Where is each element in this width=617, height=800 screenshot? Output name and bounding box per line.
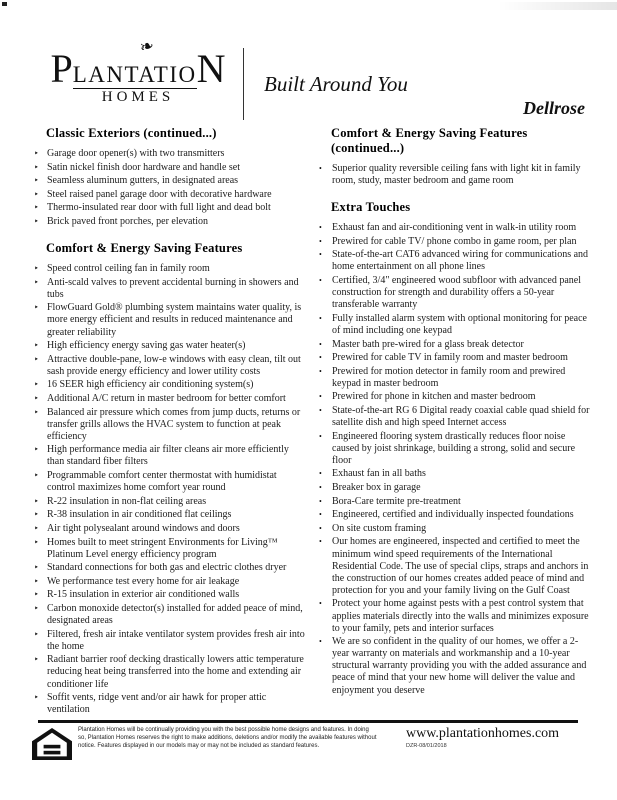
bullet-icon: ‣ <box>34 590 39 600</box>
bullet-icon: ‣ <box>34 380 39 390</box>
bullet-icon: • <box>319 223 322 233</box>
list-item: ‣ Additional A/C return in master bedroom for better comfort <box>30 393 306 405</box>
scan-corner-mark <box>2 2 7 6</box>
list-item: • State-of-the-art RG 6 Digital ready coaxial cable quad shield for satellite dish and high speed Internet access <box>315 405 591 429</box>
list-item: ‣ Speed control ceiling fan in family room <box>30 263 306 275</box>
list-item: ‣ High performance media air filter cleans air more efficiently than standard fiber filters <box>30 444 306 468</box>
bullet-icon: ‣ <box>34 510 39 520</box>
list-item: ‣ R-22 insulation in non-flat ceiling areas <box>30 496 306 508</box>
bullet-icon: ‣ <box>34 537 39 547</box>
list-item: ‣ Attractive double-pane, low-e windows with easy clean, tilt out sash provide energy efficiency and lower utility costs <box>30 354 306 378</box>
bullet-icon: ‣ <box>34 264 39 274</box>
list-item: • Protect your home against pests with a pest control system that applies materials directly into the walls and minimizes exposure to your family, pets and interior surfaces <box>315 598 591 634</box>
list-item: ‣ Brick paved front porches, per elevation <box>30 216 306 228</box>
bullet-icon: ‣ <box>34 176 39 186</box>
bullet-icon: ‣ <box>34 149 39 158</box>
bullet-icon: • <box>319 510 322 520</box>
feature-list <box>315 222 591 696</box>
list-item: • Exhaust fan in all baths <box>315 468 591 480</box>
list-item: ‣ Satin nickel finish door hardware and handle set <box>30 162 306 174</box>
list-item: • We are so confident in the quality of our homes, we offer a 2-year warranty on materials and workmanship and a 10-year structural warranty providing you with the added assurance and peace of mind that your new home will deliver the value and enjoyment you deserve <box>315 636 591 696</box>
bullet-icon: • <box>319 483 322 493</box>
section-title: Comfort & Energy Saving Features <box>46 241 243 256</box>
footer-rule <box>38 720 578 723</box>
bullet-icon: • <box>319 276 322 286</box>
section-extra-touches <box>315 200 591 696</box>
list-item: ‣ Anti-scald valves to prevent accidental burning in showers and tubs <box>30 277 306 301</box>
bullet-icon: ‣ <box>34 341 39 351</box>
list-item: • State-of-the-art CAT6 advanced wiring for communications and home entertainment on all phone lines <box>315 249 591 273</box>
bullet-icon: • <box>319 469 322 479</box>
list-item: • Exhaust fan and air-conditioning vent in walk-in utility room <box>315 222 591 234</box>
bullet-icon: ‣ <box>34 563 39 573</box>
footer-right <box>406 726 559 749</box>
bullet-icon: ‣ <box>34 277 39 287</box>
list-item: • Prewired for phone in kitchen and master bedroom <box>315 391 591 403</box>
bullet-icon: ‣ <box>34 303 39 313</box>
bullet-icon: • <box>319 637 322 647</box>
feature-list <box>30 263 306 716</box>
bullet-icon: ‣ <box>34 693 39 703</box>
list-item: • Fully installed alarm system with optional monitoring for peace of mind including one keypad <box>315 313 591 337</box>
list-item: • Bora-Care termite pre-treatment <box>315 496 591 508</box>
bullet-icon: • <box>319 250 322 260</box>
list-item: ‣ High efficiency energy saving gas water heater(s) <box>30 340 306 352</box>
bullet-icon: • <box>319 537 322 547</box>
list-item: ‣ Programmable comfort center thermostat with humidistat control maximizes home comfort year round <box>30 470 306 494</box>
logo-letter-n: N <box>196 46 226 91</box>
list-item: ‣ Radiant barrier roof decking drastically lowers attic temperature reducing heat being transferred into the home and extending air conditioner life <box>30 654 306 690</box>
feature-list <box>315 163 591 187</box>
bullet-icon: • <box>319 392 322 402</box>
bullet-icon: ‣ <box>34 216 39 226</box>
list-item: ‣ 16 SEER high efficiency air conditioning system(s) <box>30 379 306 391</box>
list-item: ‣ Seamless aluminum gutters, in designated areas <box>30 175 306 187</box>
bullet-icon: ‣ <box>34 203 39 213</box>
bullet-icon: • <box>319 599 322 609</box>
scan-smudge <box>497 2 617 10</box>
logo-letter-p: P <box>50 46 73 91</box>
list-item: ‣ Filtered, fresh air intake ventilator system provides fresh air into the home <box>30 629 306 653</box>
list-item: • Engineered flooring system drastically reduces floor noise caused by joist shrinkage, building a strong, solid and secure floor <box>315 431 591 467</box>
list-item: ‣ Soffit vents, ridge vent and/or air hawk for proper attic ventilation <box>30 692 306 716</box>
flourish-icon: ❧ <box>137 35 157 58</box>
list-item: ‣ Standard connections for both gas and electric clothes dryer <box>30 562 306 574</box>
section-comfort-energy <box>30 241 306 716</box>
bullet-icon: ‣ <box>34 523 39 533</box>
list-item: ‣ Carbon monoxide detector(s) installed for added peace of mind, designated areas <box>30 603 306 627</box>
footer <box>30 726 590 760</box>
equal-housing-icon <box>30 728 74 760</box>
logo-letters-mid: LANTATIO <box>72 62 197 87</box>
section-title: Classic Exteriors (continued...) <box>46 126 217 140</box>
list-item: ‣ Homes built to meet stringent Environments for Living™ Platinum Level energy efficiency program <box>30 537 306 561</box>
list-item: ‣ We performance test every home for air leakage <box>30 576 306 588</box>
bullet-icon: ‣ <box>34 604 39 613</box>
list-item: ‣ FlowGuard Gold® plumbing system maintains water quality, is more energy efficient and results in reduced maintenance and greater reliability <box>30 302 306 338</box>
bullet-icon: • <box>319 431 322 441</box>
doc-code: DZR-08/01/2018 <box>406 743 447 749</box>
list-item: • On site custom framing <box>315 523 591 535</box>
right-column <box>315 126 591 698</box>
bullet-icon: ‣ <box>34 471 39 481</box>
list-item: • Certified, 3/4" engineered wood subfloor with advanced panel construction for strength and durability offers a 50-year transferable warranty <box>315 275 591 311</box>
list-item: ‣ R-15 insulation in exterior air conditioned walls <box>30 589 306 601</box>
bullet-icon: • <box>319 353 322 363</box>
list-item: • Prewired for cable TV/ phone combo in game room, per plan <box>315 236 591 248</box>
bullet-icon: • <box>319 313 322 323</box>
plantation-homes-logo <box>38 35 238 106</box>
section-classic-exteriors <box>30 126 306 228</box>
list-item: • Master bath pre-wired for a glass break detector <box>315 339 591 351</box>
list-item: ‣ Air tight polysealant around windows and doors <box>30 523 306 535</box>
bullet-icon: ‣ <box>34 445 39 455</box>
feature-list <box>30 148 306 228</box>
list-item: ‣ Garage door opener(s) with two transmitters <box>30 148 306 160</box>
list-item: ‣ Thermo-insulated rear door with full light and dead bolt <box>30 202 306 214</box>
bullet-icon: • <box>319 496 322 506</box>
bullet-icon: • <box>319 339 322 349</box>
logo-homes-text: HOMES <box>101 89 175 105</box>
section-title: Comfort & Energy Saving Features (continued...) <box>331 126 528 155</box>
section-comfort-energy-continued <box>315 126 591 187</box>
bullet-icon: ‣ <box>34 189 39 199</box>
bullet-icon: • <box>319 236 322 246</box>
bullet-icon: • <box>319 523 322 533</box>
section-title: Extra Touches <box>331 200 411 215</box>
list-item: • Engineered, certified and individually inspected foundations <box>315 509 591 521</box>
list-item: • Prewired for motion detector in family room and prewired keypad in master bedroom <box>315 366 591 390</box>
list-item: • Superior quality reversible ceiling fans with light kit in family room, study, master bedroom and game room <box>315 163 591 187</box>
bullet-icon: • <box>319 406 322 415</box>
list-item: ‣ Balanced air pressure which comes from jump ducts, returns or transfer grills allows the HVAC system to function at peak efficiency <box>30 407 306 443</box>
list-item: ‣ Steel raised panel garage door with decorative hardware <box>30 189 306 201</box>
list-item: • Breaker box in garage <box>315 482 591 494</box>
list-item: • Our homes are engineered, inspected and certified to meet the minimum wind speed requirements of the International Residential Code. The use of special clips, straps and anchors in the construction of our homes creates added peace of mind and protection for you and your family living on the Gulf Coast <box>315 536 591 596</box>
bullet-icon: ‣ <box>34 576 39 586</box>
bullet-icon: • <box>319 164 322 173</box>
bullet-icon: • <box>319 366 322 376</box>
tagline: Built Around You <box>264 72 408 96</box>
bullet-icon: ‣ <box>34 407 39 417</box>
bullet-icon: ‣ <box>34 496 39 506</box>
bullet-icon: ‣ <box>34 394 39 403</box>
list-item: • Prewired for cable TV in family room and master bedroom <box>315 352 591 364</box>
list-item: ‣ R-38 insulation in air conditioned flat ceilings <box>30 509 306 521</box>
header-divider <box>243 48 244 120</box>
bullet-icon: ‣ <box>34 162 39 172</box>
bullet-icon: ‣ <box>34 655 39 665</box>
bullet-icon: ‣ <box>34 629 39 639</box>
footer-disclaimer: Plantation Homes will be continually providing you with the best possible home designs and features. In doing so, Plantation Homes reserves the right to make additions, deletions and/or modify the available features without notice. Features displayed in our models may or may not be included as standard features. <box>78 727 377 749</box>
left-column <box>30 126 306 718</box>
model-name: Dellrose <box>523 98 585 118</box>
bullet-icon: ‣ <box>34 354 39 364</box>
website-url: www.plantationhomes.com <box>406 726 560 741</box>
